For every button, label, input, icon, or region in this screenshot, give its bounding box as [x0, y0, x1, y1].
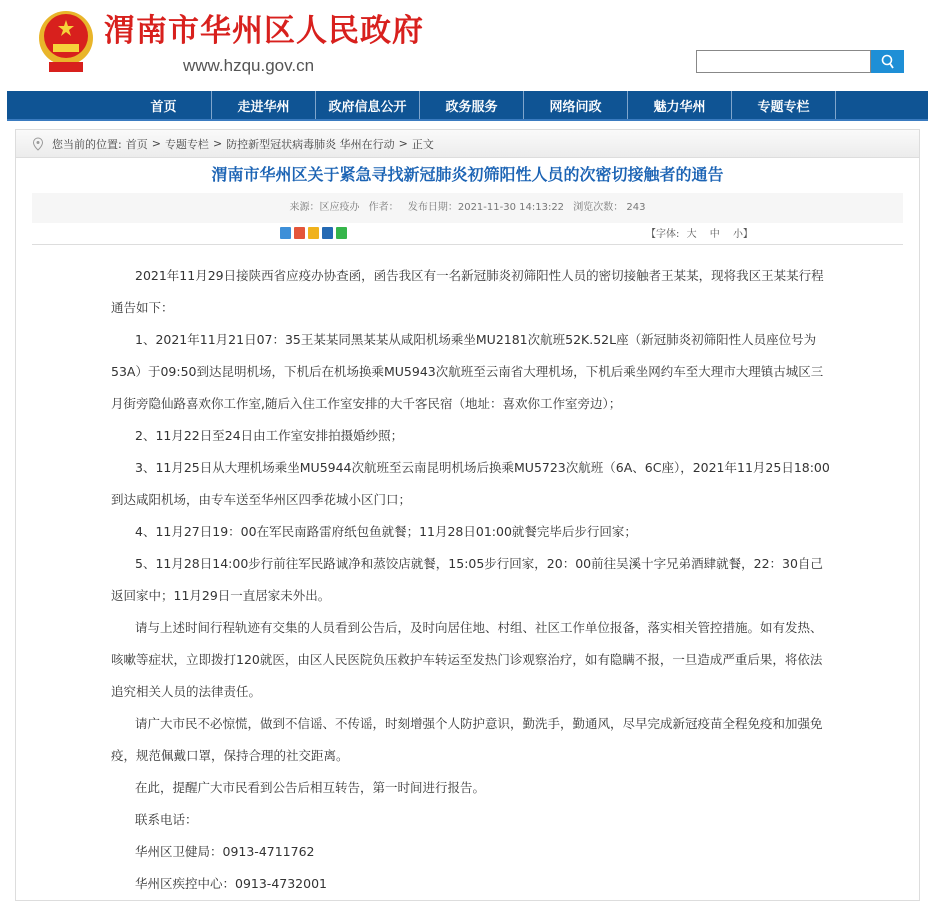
font-large-button[interactable]: 大	[686, 229, 697, 240]
font-small-button[interactable]: 小】	[732, 229, 753, 240]
share-more-icon[interactable]	[280, 227, 291, 239]
nav-gov-info[interactable]: 政府信息公开	[316, 91, 420, 119]
paragraph: 请与上述时间行程轨迹有交集的人员看到公告后，及时向居住地、村组、社区工作单位报备，落实相关管控措施。如有发热、咳嗽等症状，立即拨打120就医，由区人民医院负压救护车转运至发热门诊观察治疗，如有隐瞒不报，一旦造成严重后果，将依法追究相关人员的法律责任。	[111, 620, 823, 699]
paragraph: 在此，提醒广大市民看到公告后相互转告，第一时间进行报告。	[135, 780, 486, 795]
breadcrumb-sep: >	[151, 137, 161, 150]
nav-inquiry[interactable]: 网络问政	[524, 91, 628, 119]
share-qzone-icon[interactable]	[308, 227, 319, 239]
nav-services[interactable]: 政务服务	[420, 91, 524, 119]
site-title[interactable]: 渭南市华州区人民政府	[104, 13, 424, 49]
national-emblem-icon	[37, 10, 95, 74]
nav-about[interactable]: 走进华州	[212, 91, 316, 119]
location-pin-icon	[32, 137, 44, 151]
meta-date: 发布日期：2021-11-30 14:13:22	[407, 202, 565, 213]
paragraph: 1、2021年11月21日07：35王某某同黑某某从咸阳机场乘坐MU2181次航班52K.52L座（新冠肺炎初筛阳性人员座位号为53A）于09:50到达昆明机场，下机后在机场换乘MU5943次航班至云南省大理机场，下机后乘坐网约车至大理市大理镇古城区三月街旁隐仙路喜欢你工作室,随后入住工作室安排的大千客民宿（地址：喜欢你工作室旁边）；	[111, 332, 824, 411]
breadcrumb-prefix: 您当前的位置:	[52, 137, 122, 151]
paragraph: 联系电话：	[135, 812, 198, 827]
search-box	[696, 50, 904, 73]
font-medium-button[interactable]: 中	[709, 229, 720, 240]
paragraph: 华州区疾控中心：0913-4732001	[135, 876, 327, 891]
breadcrumb-topics[interactable]: 专题专栏	[164, 137, 209, 151]
share-weibo-icon[interactable]	[294, 227, 305, 239]
nav-charm[interactable]: 魅力华州	[628, 91, 732, 119]
paragraph: 2、11月22日至24日由工作室安排拍摄婚纱照；	[135, 428, 404, 443]
paragraph: 3、11月25日从大理机场乘坐MU5944次航班至云南昆明机场后换乘MU5723次航班（6A、6C座），2021年11月25日18:00到达咸阳机场，由专车送至华州区四季花城小区门口；	[111, 460, 830, 507]
breadcrumb-covid[interactable]: 防控新型冠状病毒肺炎 华州在行动	[226, 137, 395, 151]
nav-topics[interactable]: 专题专栏	[732, 91, 836, 119]
paragraph: 请广大市民不必惊慌，做到不信谣、不传谣，时刻增强个人防护意识，勤洗手，勤通风，尽早完成新冠疫苗全程免疫和加强免疫，规范佩戴口罩，保持合理的社交距离。	[111, 716, 823, 763]
breadcrumb-sep: >	[212, 137, 223, 150]
article-meta	[32, 193, 903, 223]
article-tools	[32, 223, 903, 245]
share-buttons	[280, 227, 347, 239]
meta-views: 浏览次数： 243	[573, 202, 646, 213]
font-size-control	[646, 228, 763, 242]
meta-author: 作者：	[368, 202, 399, 213]
paragraph: 4、11月27日19：00在军民南路雷府纸包鱼就餐；11月28日01:00就餐完毕后步行回家；	[135, 524, 637, 539]
site-url: www.hzqu.gov.cn	[183, 56, 315, 75]
article-body	[111, 260, 831, 900]
breadcrumb-home[interactable]: 首页	[125, 137, 148, 151]
breadcrumb-current: 正文	[411, 137, 434, 151]
paragraph: 2021年11月29日接陕西省应疫办协查函，函告我区有一名新冠肺炎初筛阳性人员的密切接触者王某某，现将我区王某某行程通告如下：	[111, 268, 824, 315]
search-input[interactable]	[696, 50, 871, 73]
search-icon	[880, 54, 896, 70]
paragraph: 华州区卫健局：0913-4711762	[135, 844, 315, 859]
share-renren-icon[interactable]	[322, 227, 333, 239]
article-title: 渭南市华州区关于紧急寻找新冠肺炎初筛阳性人员的次密切接触者的通告	[211, 165, 724, 184]
breadcrumb	[16, 130, 919, 158]
search-button[interactable]	[871, 50, 904, 73]
font-size-label: 【字体:	[646, 229, 680, 240]
share-wechat-icon[interactable]	[336, 227, 347, 239]
main-nav	[7, 91, 928, 121]
paragraph: 5、11月28日14:00步行前往军民路诚净和蒸饺店就餐，15:05步行回家，20：00前往吴溪十字兄弟酒肆就餐，22：30自己返回家中；11月29日一直居家未外出。	[111, 556, 823, 603]
meta-source: 来源：区应疫办	[289, 202, 360, 213]
article-panel	[15, 129, 920, 901]
nav-home[interactable]: 首页	[116, 91, 212, 119]
breadcrumb-sep: >	[398, 137, 408, 150]
